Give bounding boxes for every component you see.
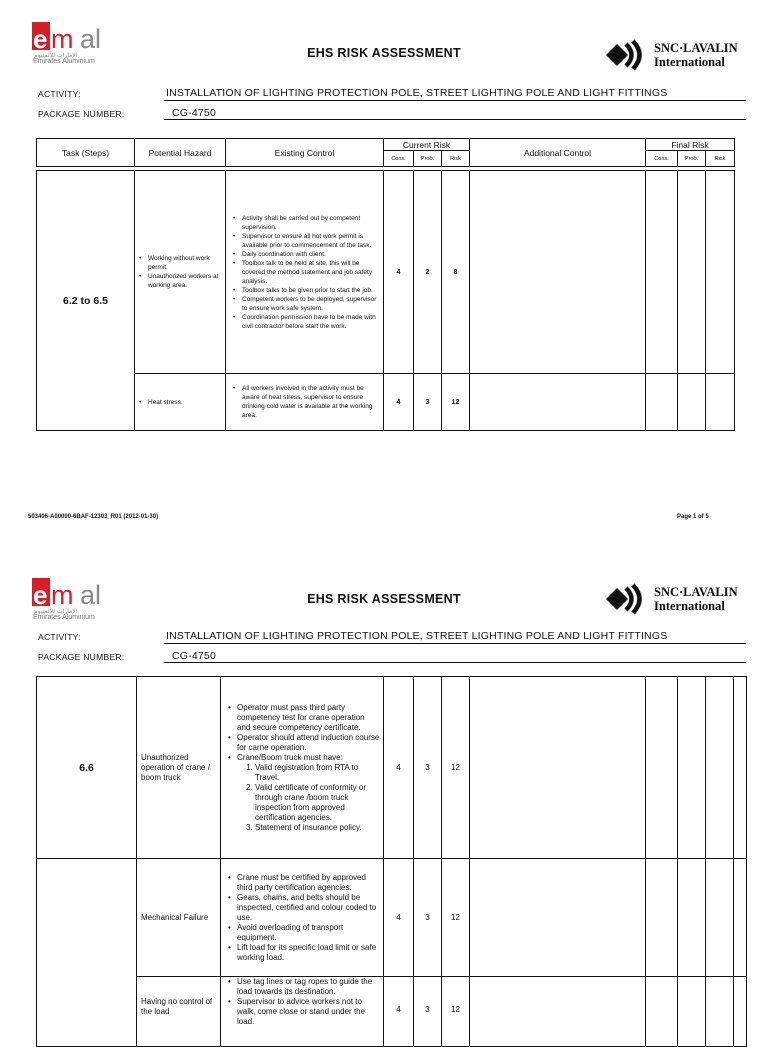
col-additional-header: Additional Control (470, 139, 646, 167)
risk-cell: 12 (442, 859, 470, 977)
prob-cell: 2 (414, 171, 442, 374)
col-prob-header: Prob. (414, 151, 442, 167)
final-prob-cell (678, 859, 706, 977)
control-item: • Toolbox talks to be given prior to start the job. (242, 286, 380, 295)
snc-lavalin-icon (604, 38, 648, 72)
col-final-cons-header: Cons. (646, 151, 678, 167)
svg-text:e: e (33, 580, 48, 610)
col-task-header: Task (Steps) (37, 139, 135, 167)
final-prob-cell (678, 677, 706, 859)
final-cons-cell (646, 171, 678, 374)
brand-name-line1: SNC·LAVALIN (654, 585, 738, 599)
additional-control-cell (470, 374, 646, 431)
table-row (37, 977, 747, 1047)
final-risk-cell (706, 677, 734, 859)
svg-text:al: al (80, 24, 102, 54)
control-item: • Crane must be certified by approved third party certification agencies. (237, 873, 380, 893)
task-step-text: 6.2 to 6.5 (63, 294, 108, 307)
risk-cell: 8 (442, 171, 470, 374)
prob-cell: 3 (414, 859, 442, 977)
package-label: PACKAGE NUMBER: (38, 652, 125, 662)
final-cons-cell (646, 859, 678, 977)
hazard-cell (135, 374, 226, 431)
svg-text:m: m (51, 24, 74, 54)
task-step-cell (37, 171, 135, 431)
extra-cell (734, 977, 747, 1047)
col-cons-header: Cons. (384, 151, 414, 167)
risk-table-header (36, 138, 735, 167)
final-risk-cell (706, 374, 735, 431)
svg-text:الإمارات للألمنيوم: الإمارات للألمنيوم (34, 52, 78, 59)
col-final-prob-header: Prob. (678, 151, 706, 167)
existing-control-cell (221, 977, 384, 1047)
control-item: • Coordination permission have to be made with civil contractor before start the work. (242, 313, 380, 331)
final-cons-cell (646, 677, 678, 859)
sub-control-item: 1. Valid registration from RTA to Travel. (255, 763, 380, 783)
brand-name-line2: International (654, 599, 725, 613)
control-item: • Operator should attend induction course for carne operation. (237, 733, 380, 753)
control-item: • Activity shall be carried out by competent supervision. (242, 214, 380, 232)
task-step-text: 6.6 (79, 761, 94, 774)
hazard-cell: Unauthorized operation of crane / boom truck (137, 677, 221, 859)
col-hazard-header: Potential Hazard (135, 139, 226, 167)
snc-lavalin-icon (604, 582, 648, 616)
final-cons-cell (646, 374, 678, 431)
control-item: • Supervisor to advice workers not to walk, come close or stand under the load. (237, 997, 380, 1027)
additional-control-cell (470, 171, 646, 374)
activity-label: ACTIVITY: (38, 632, 81, 642)
col-final-risk-sub-header: Risk (706, 151, 735, 167)
prob-cell: 3 (414, 677, 442, 859)
risk-cell: 12 (442, 374, 470, 431)
logo-subtitle: Emirates Aluminium (33, 58, 95, 65)
col-risk-header: Risk (442, 151, 470, 167)
cons-cell: 4 (384, 374, 414, 431)
table-row (37, 374, 735, 431)
brand-name (654, 41, 738, 69)
package-value: CG-4750 (172, 107, 217, 119)
col-final-risk-header: Final Risk (646, 139, 735, 151)
activity-rule (164, 100, 746, 101)
sub-control-item: 2. Valid certificate of conformity or through crane /boom truck inspection from approved certification agencies. (255, 783, 380, 823)
risk-cell: 12 (442, 677, 470, 859)
activity-value: INSTALLATION OF LIGHTING PROTECTION POLE, STREET LIGHTING POLE AND LIGHT FITTINGS (166, 87, 668, 99)
svg-text:e: e (33, 24, 48, 54)
table-row (37, 677, 747, 859)
existing-control-cell (226, 374, 384, 431)
additional-control-cell (470, 677, 646, 859)
existing-control-cell (221, 859, 384, 977)
task-step-cell (37, 677, 137, 859)
risk-table-page2 (36, 676, 747, 1047)
activity-value: INSTALLATION OF LIGHTING PROTECTION POLE, STREET LIGHTING POLE AND LIGHT FITTINGS (166, 630, 668, 642)
table-row (37, 171, 735, 374)
cons-cell: 4 (384, 859, 414, 977)
document-title: EHS RISK ASSESSMENT (307, 46, 461, 60)
control-item: • Gears, chains, and belts should be inspected, certified and colour coded to use. (237, 893, 380, 923)
final-prob-cell (678, 171, 706, 374)
prob-cell: 3 (414, 977, 442, 1047)
control-item: • Crane/Boom truck must have: (237, 753, 380, 763)
activity-label: ACTIVITY: (38, 89, 81, 99)
svg-text:الإمارات للألمنيوم: الإمارات للألمنيوم (34, 608, 78, 615)
col-current-risk-header: Current Risk (384, 139, 470, 151)
cons-cell: 4 (384, 677, 414, 859)
task-step-cell (37, 859, 137, 1047)
final-risk-cell (706, 859, 734, 977)
page-number: Page 1 of 5 (677, 514, 709, 520)
risk-table-page1 (36, 170, 735, 431)
cons-cell: 4 (384, 977, 414, 1047)
final-prob-cell (678, 374, 706, 431)
svg-text:m: m (51, 580, 74, 610)
package-value: CG-4750 (172, 650, 217, 662)
final-risk-cell (706, 977, 734, 1047)
hazard-cell: Mechanical Failure (137, 859, 221, 977)
svg-text:al: al (80, 580, 102, 610)
hazard-item: • Heat stress. (148, 398, 222, 407)
control-item: • Use tag lines or tag ropes to guide the load towards its destination. (237, 977, 380, 997)
package-label: PACKAGE NUMBER: (38, 109, 125, 119)
hazard-item: • Unauthorized workers at working area. (148, 272, 222, 290)
existing-control-cell (221, 677, 384, 859)
package-rule (164, 119, 746, 120)
extra-cell (734, 677, 747, 859)
control-item: • Daily coordination with client. (242, 250, 380, 259)
prob-cell: 3 (414, 374, 442, 431)
control-item: • Competent workers to be deployed, supervisor to ensure work safe system. (242, 295, 380, 313)
cons-cell: 4 (384, 171, 414, 374)
control-item: • All workers involved in the activity must be aware of heat stress, supervisor to ensure drinking cold water is available at the working area. (242, 384, 380, 420)
document-page-2 (0, 556, 768, 1026)
control-item: • Avoid overloading of transport equipment. (237, 923, 380, 943)
brand-name-line1: SNC·LAVALIN (654, 41, 738, 55)
col-existing-header: Existing Control (226, 139, 384, 167)
final-risk-cell (706, 171, 735, 374)
extra-cell (734, 859, 747, 977)
final-cons-cell (646, 977, 678, 1047)
existing-control-cell (226, 171, 384, 374)
additional-control-cell (470, 977, 646, 1047)
hazard-item: • Working without work permit. (148, 254, 222, 272)
control-item: • Operator must pass third party competency test for crane operation and secure competency certificate. (237, 703, 380, 733)
hazard-cell (135, 171, 226, 374)
control-item: • Lift load for its specific load limit or safe working load. (237, 943, 380, 963)
table-row (37, 859, 747, 977)
document-title: EHS RISK ASSESSMENT (307, 592, 461, 606)
hazard-cell: Having no control of the load (137, 977, 221, 1047)
brand-name-line2: International (654, 55, 725, 69)
brand-name (654, 585, 738, 613)
activity-rule (164, 643, 746, 644)
additional-control-cell (470, 859, 646, 977)
document-number: 503406-A00000-6BAF-12303_R01 (2012-01-30) (28, 514, 159, 520)
logo-subtitle: Emirates Aluminium (33, 614, 95, 621)
package-rule (164, 662, 746, 663)
final-prob-cell (678, 977, 706, 1047)
sub-control-item: 3. Statement of insurance policy. (255, 823, 380, 833)
control-item: • Supervisor to ensure all hot work permit is available prior to commencement of the task. (242, 232, 380, 250)
control-item: • Toolbox talk to be held at site, this will be covered the method statement and job safety analysis. (242, 259, 380, 286)
risk-cell: 12 (442, 977, 470, 1047)
